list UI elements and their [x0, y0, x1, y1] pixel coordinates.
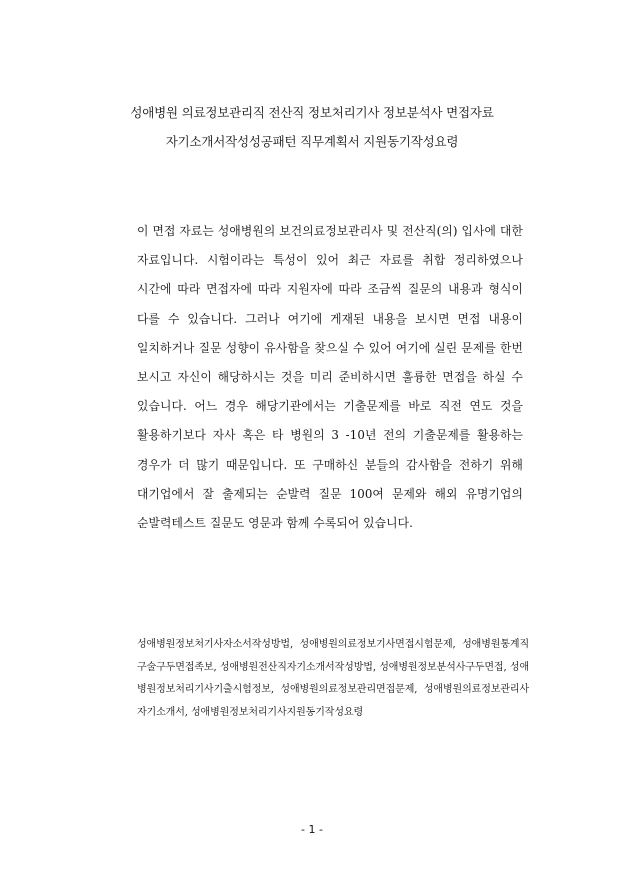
document-title-line-2: 자기소개서작성성공패턴 직무계획서 지원동기작성요령	[165, 134, 459, 149]
keyword-list: 성애병원정보처기사자소서작성방법, 성애병원의료정보기사면접시험문제, 성애병원통계직구술구두면접족보, 성애병원전산직자기소개서작성방법, 성애병원정보분석사구두면접, 성애병원정보처리기사기출시험정보, 성애병원의료정보관리면접문제, 성애병원의료정보관리사자기소개서, 성애병원정보처리기사지원동기작성요령	[137, 639, 529, 718]
page-number: - 1 -	[301, 823, 323, 836]
document-title-line-1: 성애병원 의료정보관리직 전산직 정보처리기사 정보분석사 면접자료	[130, 105, 494, 120]
intro-paragraph: 이 면접 자료는 성애병원의 보건의료정보관리사 및 전산직(의) 입사에 대한 자료입니다. 시험이라는 특성이 있어 최근 자료를 취합 정리하였으나 시간에 따라 면접자에 따라 지원자에 따라 조금씩 질문의 내용과 형식이 다를 수 있습니다. 그러나 여기에 게재된 내용을 보시면 면접 내용이 일치하거나 질문 성향이 유사함을 찾으실 수 있어 여기에 실린 문제를 한번 보시고 자신이 해당하시는 것을 미리 준비하시면 훌륭한 면접을 하실 수 있습니다. 어느 경우 해당기관에서는 기출문제를 바로 직전 연도 것을 활용하기보다 자사 혹은 타 병원의 3 -10년 전의 기출문제를 활용하는 경우가 더 많기 때문입니다. 또 구매하신 분들의 감사함을 전하기 위해 대기업에서 잘 출제되는 순발력 질문 100여 문제와 해외 유명기업의 순발력테스트 질문도 영문과 함께 수록되어 있습니다.	[137, 224, 523, 531]
